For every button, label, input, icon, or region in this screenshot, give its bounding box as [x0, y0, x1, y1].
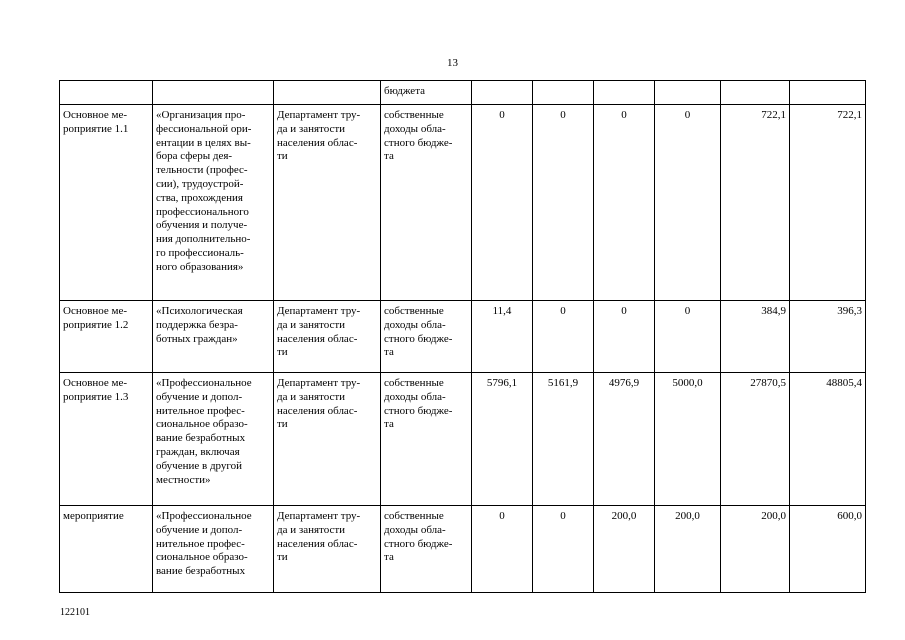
cell-executor: Департамент тру- да и занятости населения облас- ти	[274, 105, 381, 301]
table-row	[60, 301, 866, 373]
cell-value: 384,9	[721, 301, 790, 373]
table-row	[60, 373, 866, 506]
cell-executor: Департамент тру- да и занятости населения облас- ти	[274, 506, 381, 593]
cell-value: 722,1	[721, 105, 790, 301]
cell-empty	[594, 81, 655, 105]
cell-title: «Профессиональное обучение и допол- нительное профес- сиональное образо- вание безработных	[153, 506, 274, 593]
cell-value: 0	[533, 506, 594, 593]
cell-value: 11,4	[472, 301, 533, 373]
cell-source: собственные доходы обла- стного бюдже- та	[381, 301, 472, 373]
cell-name: Основное ме- роприятие 1.2	[60, 301, 153, 373]
cell-name: Основное ме- роприятие 1.1	[60, 105, 153, 301]
cell-empty	[533, 81, 594, 105]
table-row-continuation	[60, 81, 866, 105]
cell-value: 0	[655, 105, 721, 301]
cell-title: «Организация про- фессиональной ори- ентации в целях вы- бора сферы дея- тельности (профес- сии), трудоустрой- ства, прохождения профессионального обучения и получе- ния дополнительно- го профессиональ- ного образования»	[153, 105, 274, 301]
document-code: 122101	[60, 607, 90, 618]
cell-value: 200,0	[721, 506, 790, 593]
cell-value: 0	[533, 105, 594, 301]
cell-executor: Департамент тру- да и занятости населения облас- ти	[274, 301, 381, 373]
budget-table	[59, 80, 866, 593]
cell-value: 0	[594, 105, 655, 301]
cell-value: 5796,1	[472, 373, 533, 506]
cell-title: «Профессиональное обучение и допол- нительное профес- сиональное образо- вание безработных граждан, включая обучение в другой местности»	[153, 373, 274, 506]
cell-value: 4976,9	[594, 373, 655, 506]
cell-empty	[153, 81, 274, 105]
cell-value: 0	[472, 105, 533, 301]
cell-value: 200,0	[594, 506, 655, 593]
cell-total: 396,3	[790, 301, 866, 373]
cell-empty	[274, 81, 381, 105]
cell-value: 0	[594, 301, 655, 373]
cell-empty	[60, 81, 153, 105]
cell-empty	[790, 81, 866, 105]
cell-empty	[721, 81, 790, 105]
cell-total: 600,0	[790, 506, 866, 593]
cell-title: «Психологическая поддержка безра- ботных граждан»	[153, 301, 274, 373]
page-number: 13	[447, 57, 458, 69]
cell-value: 0	[533, 301, 594, 373]
cell-value: 0	[655, 301, 721, 373]
cell-empty	[472, 81, 533, 105]
cell-source: собственные доходы обла- стного бюдже- та	[381, 506, 472, 593]
cell-executor: Департамент тру- да и занятости населения облас- ти	[274, 373, 381, 506]
table-row	[60, 506, 866, 593]
cell-total: 48805,4	[790, 373, 866, 506]
cell-source: собственные доходы обла- стного бюдже- та	[381, 105, 472, 301]
cell-value: 5161,9	[533, 373, 594, 506]
cell-source: собственные доходы обла- стного бюдже- та	[381, 373, 472, 506]
cell-source: бюджета	[381, 81, 472, 105]
cell-value: 0	[472, 506, 533, 593]
cell-empty	[655, 81, 721, 105]
cell-name: Основное ме- роприятие 1.3	[60, 373, 153, 506]
cell-name: мероприятие	[60, 506, 153, 593]
cell-value: 27870,5	[721, 373, 790, 506]
cell-total: 722,1	[790, 105, 866, 301]
table-row	[60, 105, 866, 301]
cell-value: 5000,0	[655, 373, 721, 506]
cell-value: 200,0	[655, 506, 721, 593]
